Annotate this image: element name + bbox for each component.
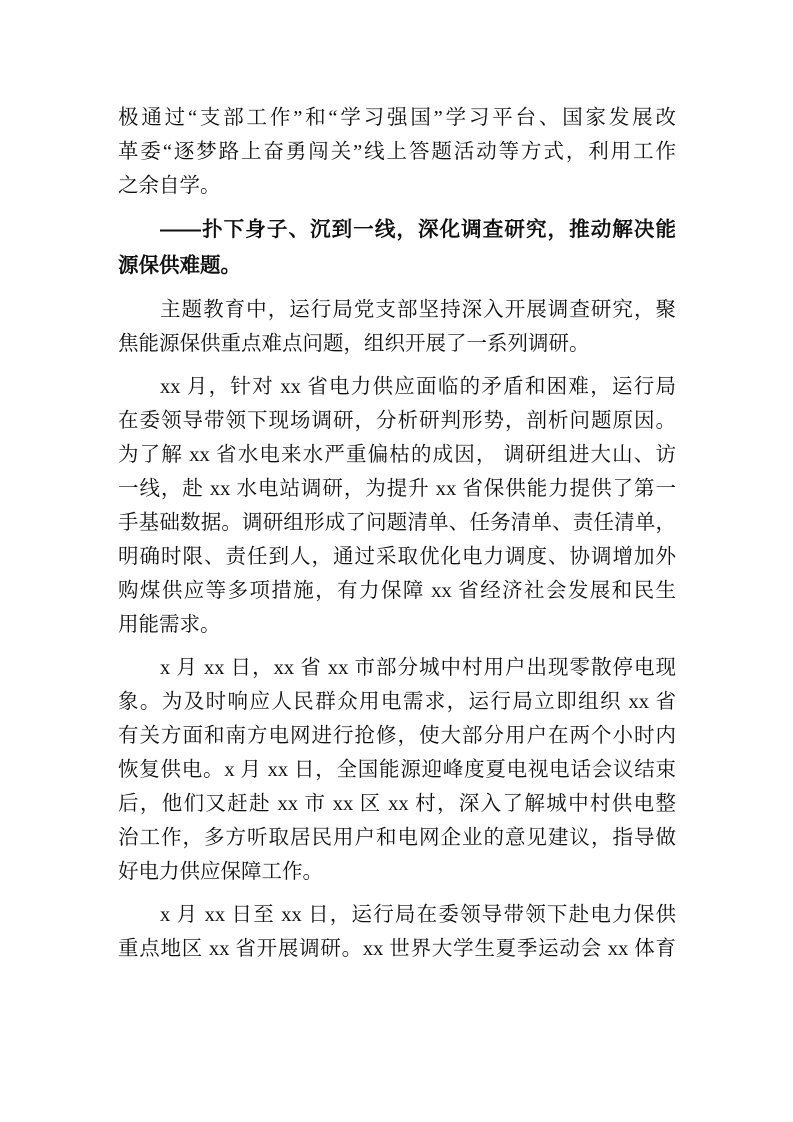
text-line: 好电力供应保障工作。 (118, 861, 323, 883)
text-line: 治工作，多方听取居民用户和电网企业的意见建议，指导做 (118, 827, 676, 849)
body-paragraph (118, 293, 676, 361)
text-line: 为了解 xx 省水电来水严重偏枯的成因， 调研组进大山、访 (118, 444, 676, 466)
text-line: 后，他们又赶赴 xx 市 xx 区 xx 村，深入了解城中村供电整 (118, 793, 676, 815)
text-line: 恢复供电。x 月 xx 日，全国能源迎峰度夏电视电话会议结束 (118, 759, 676, 781)
text-line: 源保供难题。 (118, 254, 241, 277)
document-page (118, 101, 676, 966)
text-line: 用能需求。 (118, 614, 221, 636)
text-line: x 月 xx 日至 xx 日，运行局在委领导带领下赴电力保供 (160, 904, 676, 926)
text-line: 手基础数据。调研组形成了问题清单、任务清单、责任清单， (118, 512, 676, 534)
text-line: 象。为及时响应人民群众用电需求，运行局立即组织 xx 省 (118, 691, 676, 713)
body-paragraph (118, 101, 676, 203)
section-heading (118, 212, 676, 284)
text-line: 购煤供应等多项措施，有力保障 xx 省经济社会发展和民生 (118, 580, 676, 602)
body-paragraph (118, 651, 676, 889)
body-paragraph (118, 898, 676, 966)
text-line: ——扑下身子、沉到一线，深化调查研究，推动解决能 (160, 218, 676, 241)
text-line: 重点地区 xx 省开展调研。xx 世界大学生夏季运动会 xx 体育 (118, 938, 676, 960)
text-line: 主题教育中，运行局党支部坚持深入开展调查研究，聚 (160, 299, 676, 321)
text-line: 一线，赴 xx 水电站调研，为提升 xx 省保供能力提供了第一 (118, 478, 676, 500)
text-line: 有关方面和南方电网进行抢修，使大部分用户在两个小时内 (118, 725, 676, 747)
text-line: x 月 xx 日，xx 省 xx 市部分城中村用户出现零散停电现 (160, 657, 676, 679)
text-line: 在委领导带领下现场调研，分析研判形势，剖析问题原因。 (118, 410, 676, 432)
text-line: 明确时限、责任到人，通过采取优化电力调度、协调增加外 (118, 546, 676, 568)
text-line: 之余自学。 (118, 175, 221, 197)
text-line: 极通过“支部工作”和“学习强国”学习平台、国家发展改 (118, 107, 676, 129)
body-paragraph (118, 370, 676, 642)
text-line: 革委“逐梦路上奋勇闯关”线上答题活动等方式，利用工作 (118, 141, 676, 163)
text-line: xx 月，针对 xx 省电力供应面临的矛盾和困难，运行局 (160, 376, 676, 398)
text-line: 焦能源保供重点难点问题，组织开展了一系列调研。 (118, 333, 590, 355)
